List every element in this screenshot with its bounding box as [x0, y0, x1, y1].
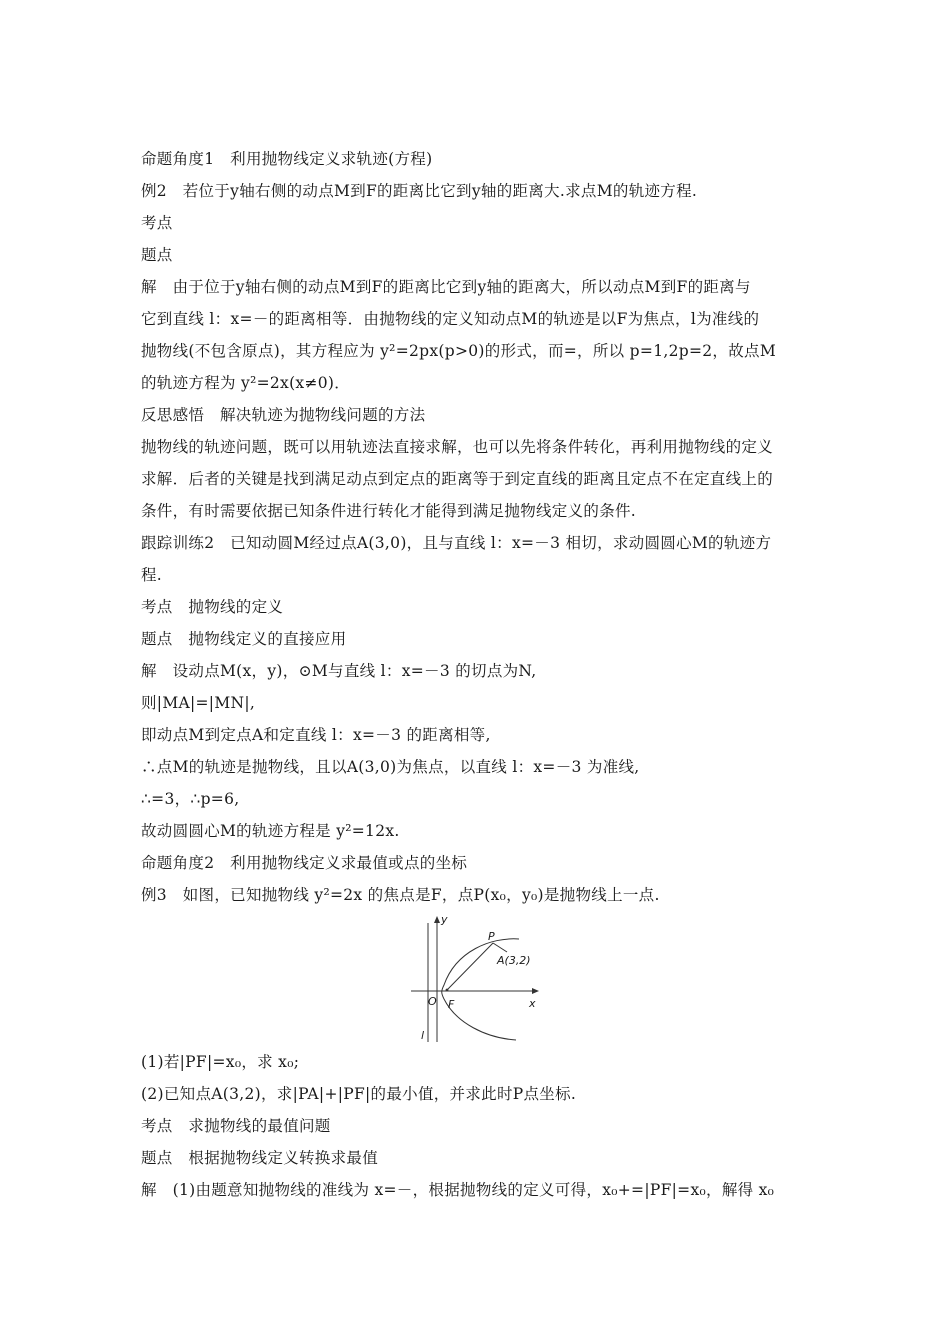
example-2-statement: 例2 若位于y轴右侧的动点M到F的距离比它到y轴的距离大.求点M的轨迹方程.	[141, 182, 698, 200]
question-1: (1)若|PF|=x₀，求 x₀;	[141, 1053, 300, 1071]
section-heading-2: 命题角度2 利用抛物线定义求最值或点的坐标	[141, 854, 468, 872]
solution-line: 解 (1)由题意知抛物线的准线为 x=－，根据抛物线的定义可得，x₀+=|PF|=x₀，解得 x₀	[141, 1181, 775, 1199]
point-a-label: A(3,2)	[497, 954, 531, 967]
y-axis-label: y	[441, 913, 448, 926]
point-p-label: P	[488, 930, 495, 943]
practice-2-statement: 程.	[141, 566, 163, 584]
parabola-diagram	[411, 911, 546, 1043]
origin-label: O	[428, 995, 437, 1008]
x-axis-arrow	[532, 988, 539, 994]
reflection-text: 抛物线的轨迹问题，既可以用轨迹法直接求解，也可以先将条件转化，再利用抛物线的定义	[141, 438, 774, 456]
reflection-text: 求解．后者的关键是找到满足动点到定点的距离等于到定直线的距离且定点不在定直线上的	[141, 470, 774, 488]
solution-line: 的轨迹方程为 y²=2x(x≠0)．	[141, 374, 351, 392]
tidian-line: 题点 抛物线定义的直接应用	[141, 630, 347, 648]
kaodian-label: 考点	[141, 214, 173, 232]
solution-line: 解 设动点M(x，y)，⊙M与直线 l：x=－3 的切点为N,	[141, 662, 537, 680]
section-heading-1: 命题角度1 利用抛物线定义求轨迹(方程)	[141, 150, 433, 168]
tidian-label: 题点	[141, 246, 173, 264]
solution-line: 它到直线 l：x=－的距离相等．由抛物线的定义知动点M的轨迹是以F为焦点，l为准线的	[141, 310, 760, 328]
solution-line: 则|MA|=|MN|,	[141, 694, 256, 712]
x-axis-label: x	[529, 997, 536, 1010]
reflection-text: 条件，有时需要依据已知条件进行转化才能得到满足抛物线定义的条件.	[141, 502, 637, 520]
y-axis-arrow	[434, 916, 440, 923]
solution-line: 抛物线(不包含原点)，其方程应为 y²=2px(p>0)的形式，而=，所以 p=1,2p=2，故点M	[141, 342, 776, 360]
segment-pa	[493, 943, 507, 952]
solution-line: ∴=3，∴p=6,	[141, 790, 240, 808]
practice-2-statement: 跟踪训练2 已知动圆M经过点A(3,0)，且与直线 l：x=－3 相切，求动圆圆心M的轨迹方	[141, 534, 772, 552]
kaodian-line: 考点 抛物线的定义	[141, 598, 284, 616]
solution-line: 解 由于位于y轴右侧的动点M到F的距离比它到y轴的距离大，所以动点M到F的距离与	[141, 278, 751, 296]
focus-label: F	[448, 998, 455, 1011]
parabola-figure	[411, 911, 546, 1043]
directrix-label: l	[421, 1029, 425, 1042]
solution-line: 即动点M到定点A和定直线 l：x=－3 的距离相等,	[141, 726, 491, 744]
reflection-heading: 反思感悟 解决轨迹为抛物线问题的方法	[141, 406, 426, 424]
solution-line: ∴点M的轨迹是抛物线，且以A(3,0)为焦点，以直线 l：x=－3 为准线,	[141, 758, 640, 776]
solution-line: 故动圆圆心M的轨迹方程是 y²=12x.	[141, 822, 400, 840]
tidian-line: 题点 根据抛物线定义转换求最值	[141, 1149, 379, 1167]
focus-point	[446, 989, 449, 992]
question-2: (2)已知点A(3,2)，求|PA|+|PF|的最小值，并求此时P点坐标.	[141, 1085, 577, 1103]
kaodian-line: 考点 求抛物线的最值问题	[141, 1117, 331, 1135]
example-3-statement: 例3 如图，已知抛物线 y²=2x 的焦点是F，点P(x₀，y₀)是抛物线上一点.	[141, 886, 660, 904]
